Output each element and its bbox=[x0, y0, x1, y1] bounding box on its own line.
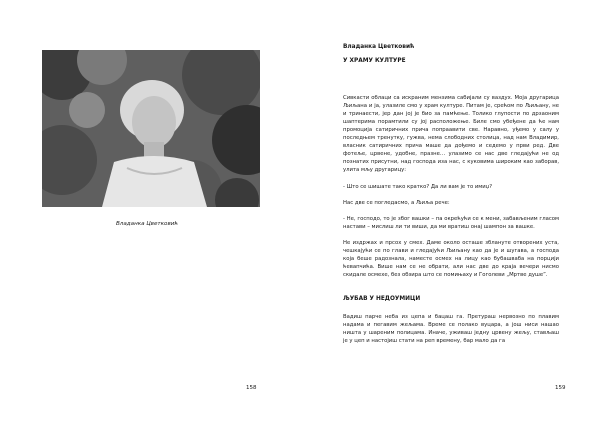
paragraph: Не издржах и прсох у смех. Даме около осташе зблануте отворених уста, чешкајући се по глави и гледајући Љиљану као да је и шугава, а господа која беше радознала, наместе осмех на лицу као бубашваба на порцији ћевапчића. Више нам се не обрати, али нас две до краја вечери нисмо скидале осмехе, без обзира што се помињаху и Гоголеви „Мртве душе”. bbox=[343, 239, 559, 278]
paragraph: Сивкасти облаци са искраним мензима сабијали су ваздух. Моја другарица Љиљана и ја, улазиле смо у храм културе. Питам је, срећом по Љиљану, не и тринаести, јер дан јој је био за памћење. Толико глупости по дрзаоним шаптерима порамтили су јој расположење. Биле смо убеђене да ће нам промоција сатиричних прича попраавити све. Наравно, уђемо у салу у последњем тренутку, гужва, нема слободних столица, над нам Владимир, власник сатиричних прича маше да дођемо и седемо у први ред. Две фотеље, црвене, удобне, празне… улазимо се нас две гледајући не од познатих присутни, над господа иза нас, с куковима широким као заборав, улита мљу другарицу: bbox=[343, 95, 559, 174]
photo-caption: Владанка Цветковић bbox=[115, 221, 179, 227]
story-title: ЉУБАВ У НЕДОУМИЦИ bbox=[343, 295, 421, 302]
paragraph: - Што се шишате тако кратко? Да ли вам је то имиџ? bbox=[343, 183, 493, 190]
paragraph: - Не, господо, то је због вашки – па окрећући се к мени, забављеним гласом настави – мислиш ли ти виши, да ми вратиш онај шампон за вашке. bbox=[343, 215, 559, 230]
paragraph: Нас две се погледасмо, а Љиља рече: bbox=[343, 199, 450, 206]
page-number-left: 158 bbox=[246, 385, 257, 391]
right-page-content bbox=[343, 57, 559, 353]
running-head: Владанка Цветковић bbox=[343, 44, 415, 50]
story-title: У ХРАМУ КУЛТУРЕ bbox=[343, 58, 406, 64]
page-number-right: 159 bbox=[555, 385, 566, 391]
paragraph: Вадиш парче неба из цепа и бацаш га. Претураш нервозно по плавим надама и пегавим жељама. Време се полако вуцара, а још ниси нашао ништа у шареним полицама. Иначе, уживаш једну црвену жељу, стављаш је у цеп и настојиш стати на реп времену, бар мало да га bbox=[343, 313, 559, 345]
author-photo-image bbox=[42, 50, 260, 207]
author-photo bbox=[42, 50, 260, 207]
